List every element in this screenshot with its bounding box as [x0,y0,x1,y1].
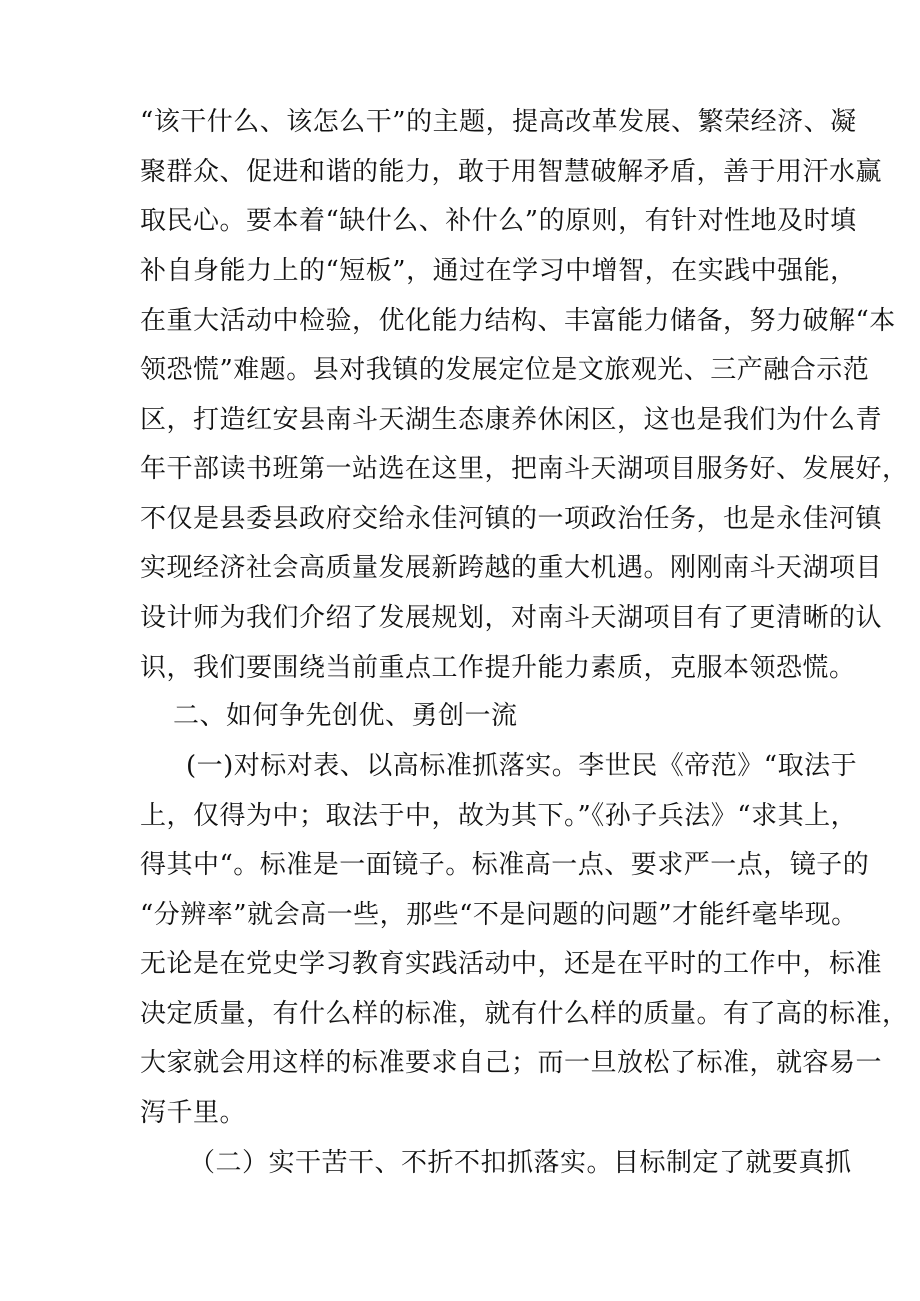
section-heading: 二、如何争先创优、勇创一流 [173,701,518,731]
text-line: 决定质量，有什么样的标准，就有什么样的质量。有了高的标准， [140,999,909,1029]
text-line: “该干什么、该怎么干”的主题，提高改革发展、繁荣经济、凝 [140,107,857,137]
text-line: 无论是在党史学习教育实践活动中，还是在平时的工作中，标准 [140,949,883,979]
text-line: 聚群众、促进和谐的能力，敢于用智慧破解矛盾，善于用汗水赢 [140,157,883,187]
text-line: 年干部读书班第一站选在这里，把南斗天湖项目服务好、发展好， [140,454,909,484]
text-line: 领恐慌”难题。县对我镇的发展定位是文旅观光、三产融合示范 [140,355,870,385]
text-line: 泻千里。 [140,1098,247,1128]
text-line: 上，仅得为中；取法于中，故为其下。”《孙子兵法》“求其上， [140,801,858,831]
text-line: 在重大活动中检验，优化能力结构、丰富能力储备，努力破解“本 [140,306,896,336]
text-line: 补自身能力上的“短板”，通过在学习中增智，在实践中强能， [140,256,857,286]
subsection-heading-line: (一)对标对表、以高标准抓落实。李世民《帝范》“取法于 [186,751,858,781]
text-line: 得其中“。标准是一面镜子。标准高一点、要求严一点，镜子的 [140,850,870,880]
text-line: 不仅是县委县政府交给永佳河镇的一项政治任务，也是永佳河镇 [140,504,883,534]
text-line: 取民心。要本着“缺什么、补什么”的原则，有针对性地及时填 [140,206,857,236]
text-line: 设计师为我们介绍了发展规划，对南斗天湖项目有了更清晰的认 [140,603,883,633]
subsection-heading-line: （二）实干苦干、不折不扣抓落实。目标制定了就要真抓 [189,1148,852,1178]
text-line: 实现经济社会高质量发展新跨越的重大机遇。刚刚南斗天湖项目 [140,553,883,583]
text-line: “分辨率”就会高一些，那些“不是问题的问题”才能纤毫毕现。 [140,900,858,930]
text-line: 大家就会用这样的标准要求自己；而一旦放松了标准，就容易一 [140,1048,883,1078]
text-line: 区，打造红安县南斗天湖生态康养休闲区，这也是我们为什么青 [140,405,883,435]
text-line: 识，我们要围绕当前重点工作提升能力素质，克服本领恐慌。 [140,653,856,683]
